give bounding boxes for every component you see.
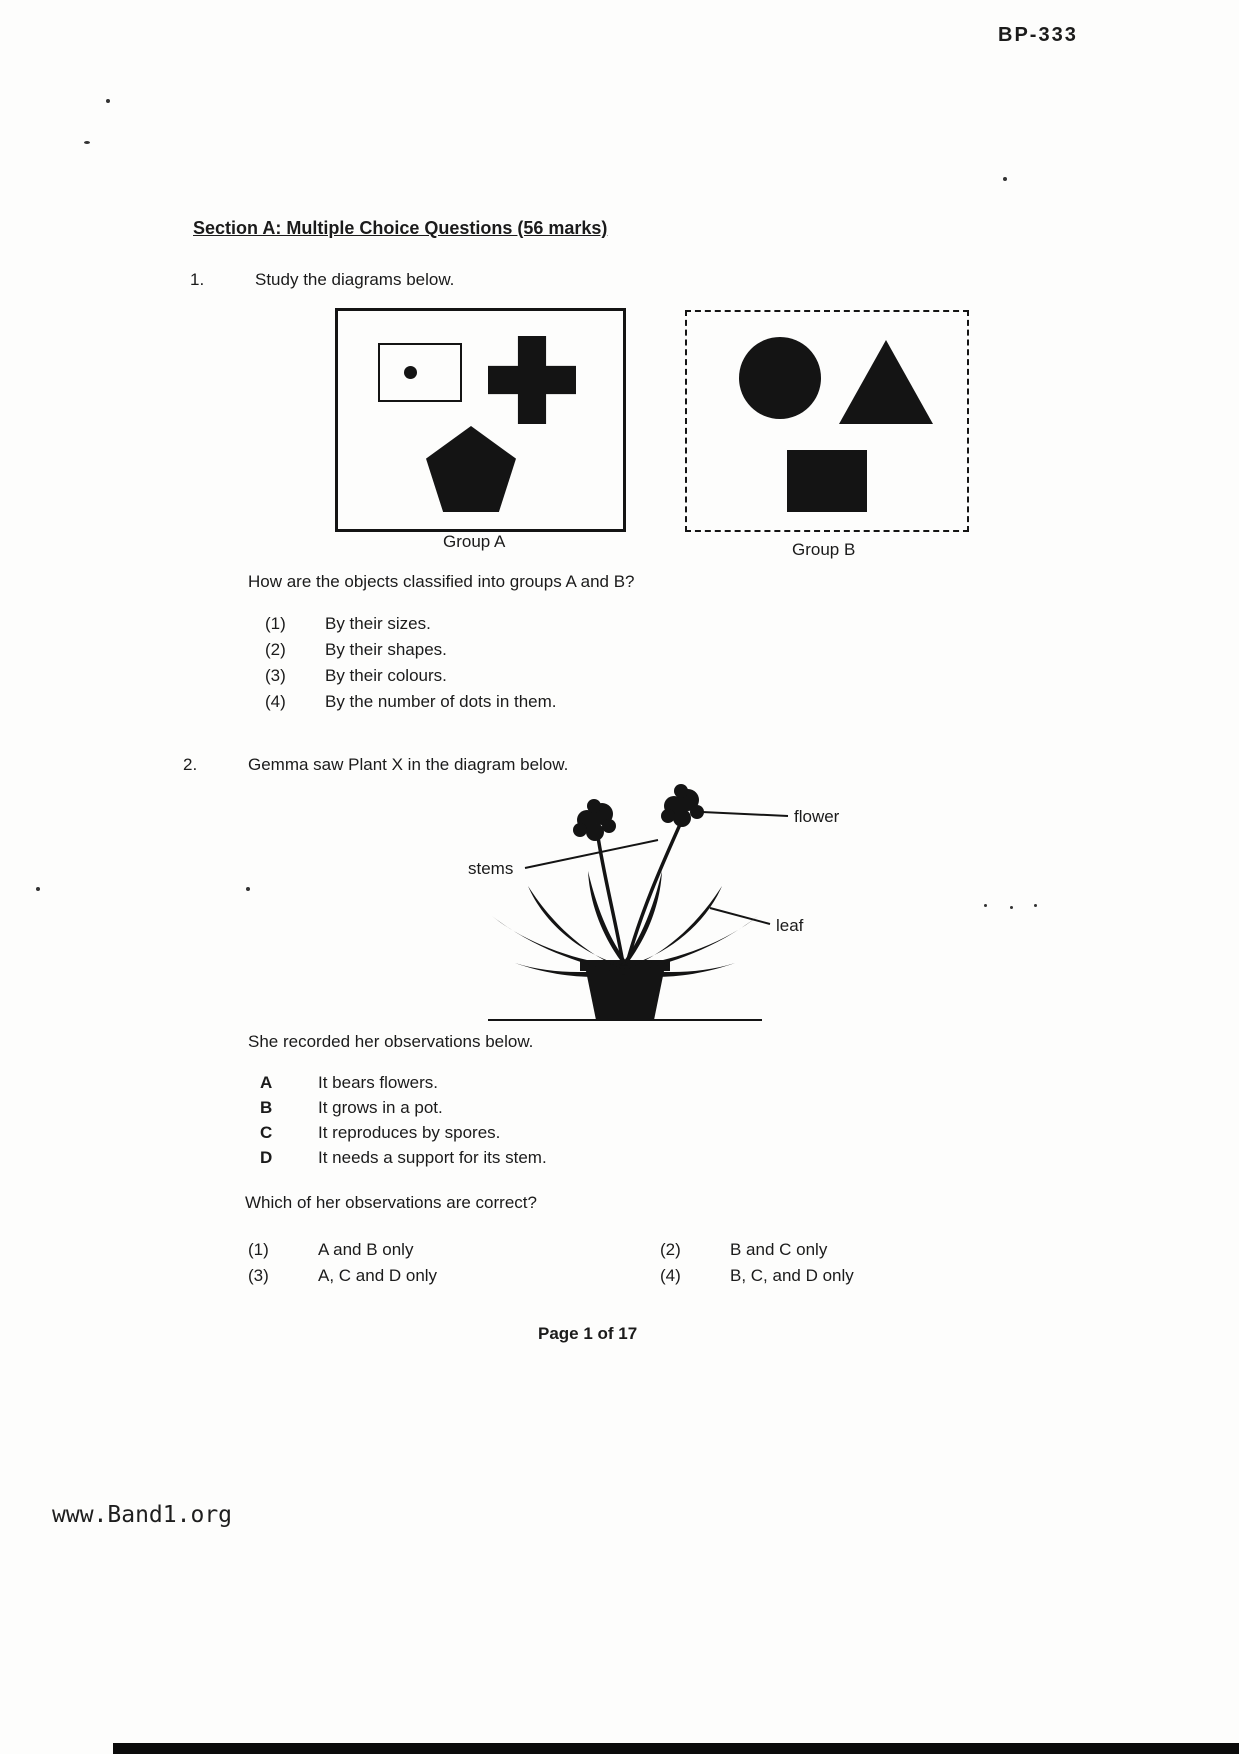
doc-code: BP-333	[998, 24, 1078, 46]
scan-speck	[84, 141, 90, 144]
q1-question: How are the objects classified into groups A and B?	[248, 572, 635, 591]
q1-option-3-text: By their colours.	[325, 666, 447, 685]
observation-c-text: It reproduces by spores.	[318, 1123, 501, 1142]
rectangle-with-dot-shape	[378, 343, 462, 402]
q2-prompt: Gemma saw Plant X in the diagram below.	[248, 755, 569, 774]
q1-option-4-text: By the number of dots in them.	[325, 692, 557, 711]
flowers-shape	[573, 784, 704, 841]
q1-option-4-num: (4)	[265, 692, 286, 711]
q2-option-4	[660, 1266, 854, 1286]
observation-d-letter: D	[260, 1148, 273, 1167]
scan-speck	[984, 904, 987, 907]
leaf-leader-line	[710, 908, 770, 924]
cross-shape	[488, 336, 576, 424]
q2-option-1	[248, 1240, 413, 1260]
plant-diagram	[430, 768, 870, 1030]
flower-leader-line	[702, 812, 788, 816]
q1-option-3	[265, 666, 447, 686]
triangle-shape	[839, 340, 933, 424]
dot-shape	[404, 366, 417, 379]
section-title: Section A: Multiple Choice Questions (56 marks)	[193, 218, 608, 238]
q2-option-4-text: B, C, and D only	[730, 1266, 854, 1285]
q1-option-3-num: (3)	[265, 666, 286, 685]
pentagon-shape	[426, 426, 516, 512]
q2-observations-intro: She recorded her observations below.	[248, 1032, 534, 1051]
footer-website: www.Band1.org	[52, 1502, 233, 1528]
q1-option-2	[265, 640, 447, 660]
page-indicator: Page 1 of 17	[538, 1324, 638, 1343]
observation-b-letter: B	[260, 1098, 273, 1117]
scan-speck	[36, 887, 40, 891]
stems-label: stems	[468, 859, 514, 878]
q2-option-2	[660, 1240, 827, 1260]
q2-option-1-num: (1)	[248, 1240, 269, 1259]
group-b-box	[685, 310, 969, 532]
observation-c-letter: C	[260, 1123, 273, 1142]
leaves-shape	[492, 871, 758, 977]
observation-a-letter: A	[260, 1073, 273, 1092]
q2-option-3	[248, 1266, 437, 1286]
square-shape	[787, 450, 867, 512]
observation-a	[260, 1073, 438, 1093]
q1-option-1-text: By their sizes.	[325, 614, 431, 633]
scan-speck	[106, 99, 110, 103]
stems-leader-line	[525, 840, 658, 868]
q1-option-2-text: By their shapes.	[325, 640, 447, 659]
observation-d	[260, 1148, 547, 1168]
scan-speck	[1003, 177, 1007, 181]
scan-speck	[1010, 906, 1013, 909]
observation-a-text: It bears flowers.	[318, 1073, 438, 1092]
leaf-label: leaf	[776, 916, 804, 935]
observation-c	[260, 1123, 500, 1143]
q2-option-3-num: (3)	[248, 1266, 269, 1285]
observation-b-text: It grows in a pot.	[318, 1098, 443, 1117]
observation-d-text: It needs a support for its stem.	[318, 1148, 547, 1167]
group-a-label: Group A	[443, 532, 506, 551]
bottom-scan-bar	[113, 1743, 1239, 1754]
q1-option-4	[265, 692, 557, 712]
q2-option-1-text: A and B only	[318, 1240, 414, 1259]
q1-option-2-num: (2)	[265, 640, 286, 659]
q2-option-2-num: (2)	[660, 1240, 681, 1259]
q2-number: 2.	[183, 755, 198, 774]
q2-option-3-text: A, C and D only	[318, 1266, 438, 1285]
observation-b	[260, 1098, 443, 1118]
q1-number: 1.	[190, 270, 205, 289]
q2-question: Which of her observations are correct?	[245, 1193, 537, 1212]
q2-option-4-num: (4)	[660, 1266, 681, 1285]
group-b-label: Group B	[792, 540, 856, 559]
flower-label: flower	[794, 807, 840, 826]
q1-option-1	[265, 614, 431, 634]
q1-option-1-num: (1)	[265, 614, 286, 633]
scan-speck	[246, 887, 250, 891]
q1-prompt: Study the diagrams below.	[255, 270, 455, 289]
q2-option-2-text: B and C only	[730, 1240, 828, 1259]
circle-shape	[739, 337, 821, 419]
scan-speck	[1034, 904, 1037, 907]
group-a-box	[335, 308, 626, 532]
